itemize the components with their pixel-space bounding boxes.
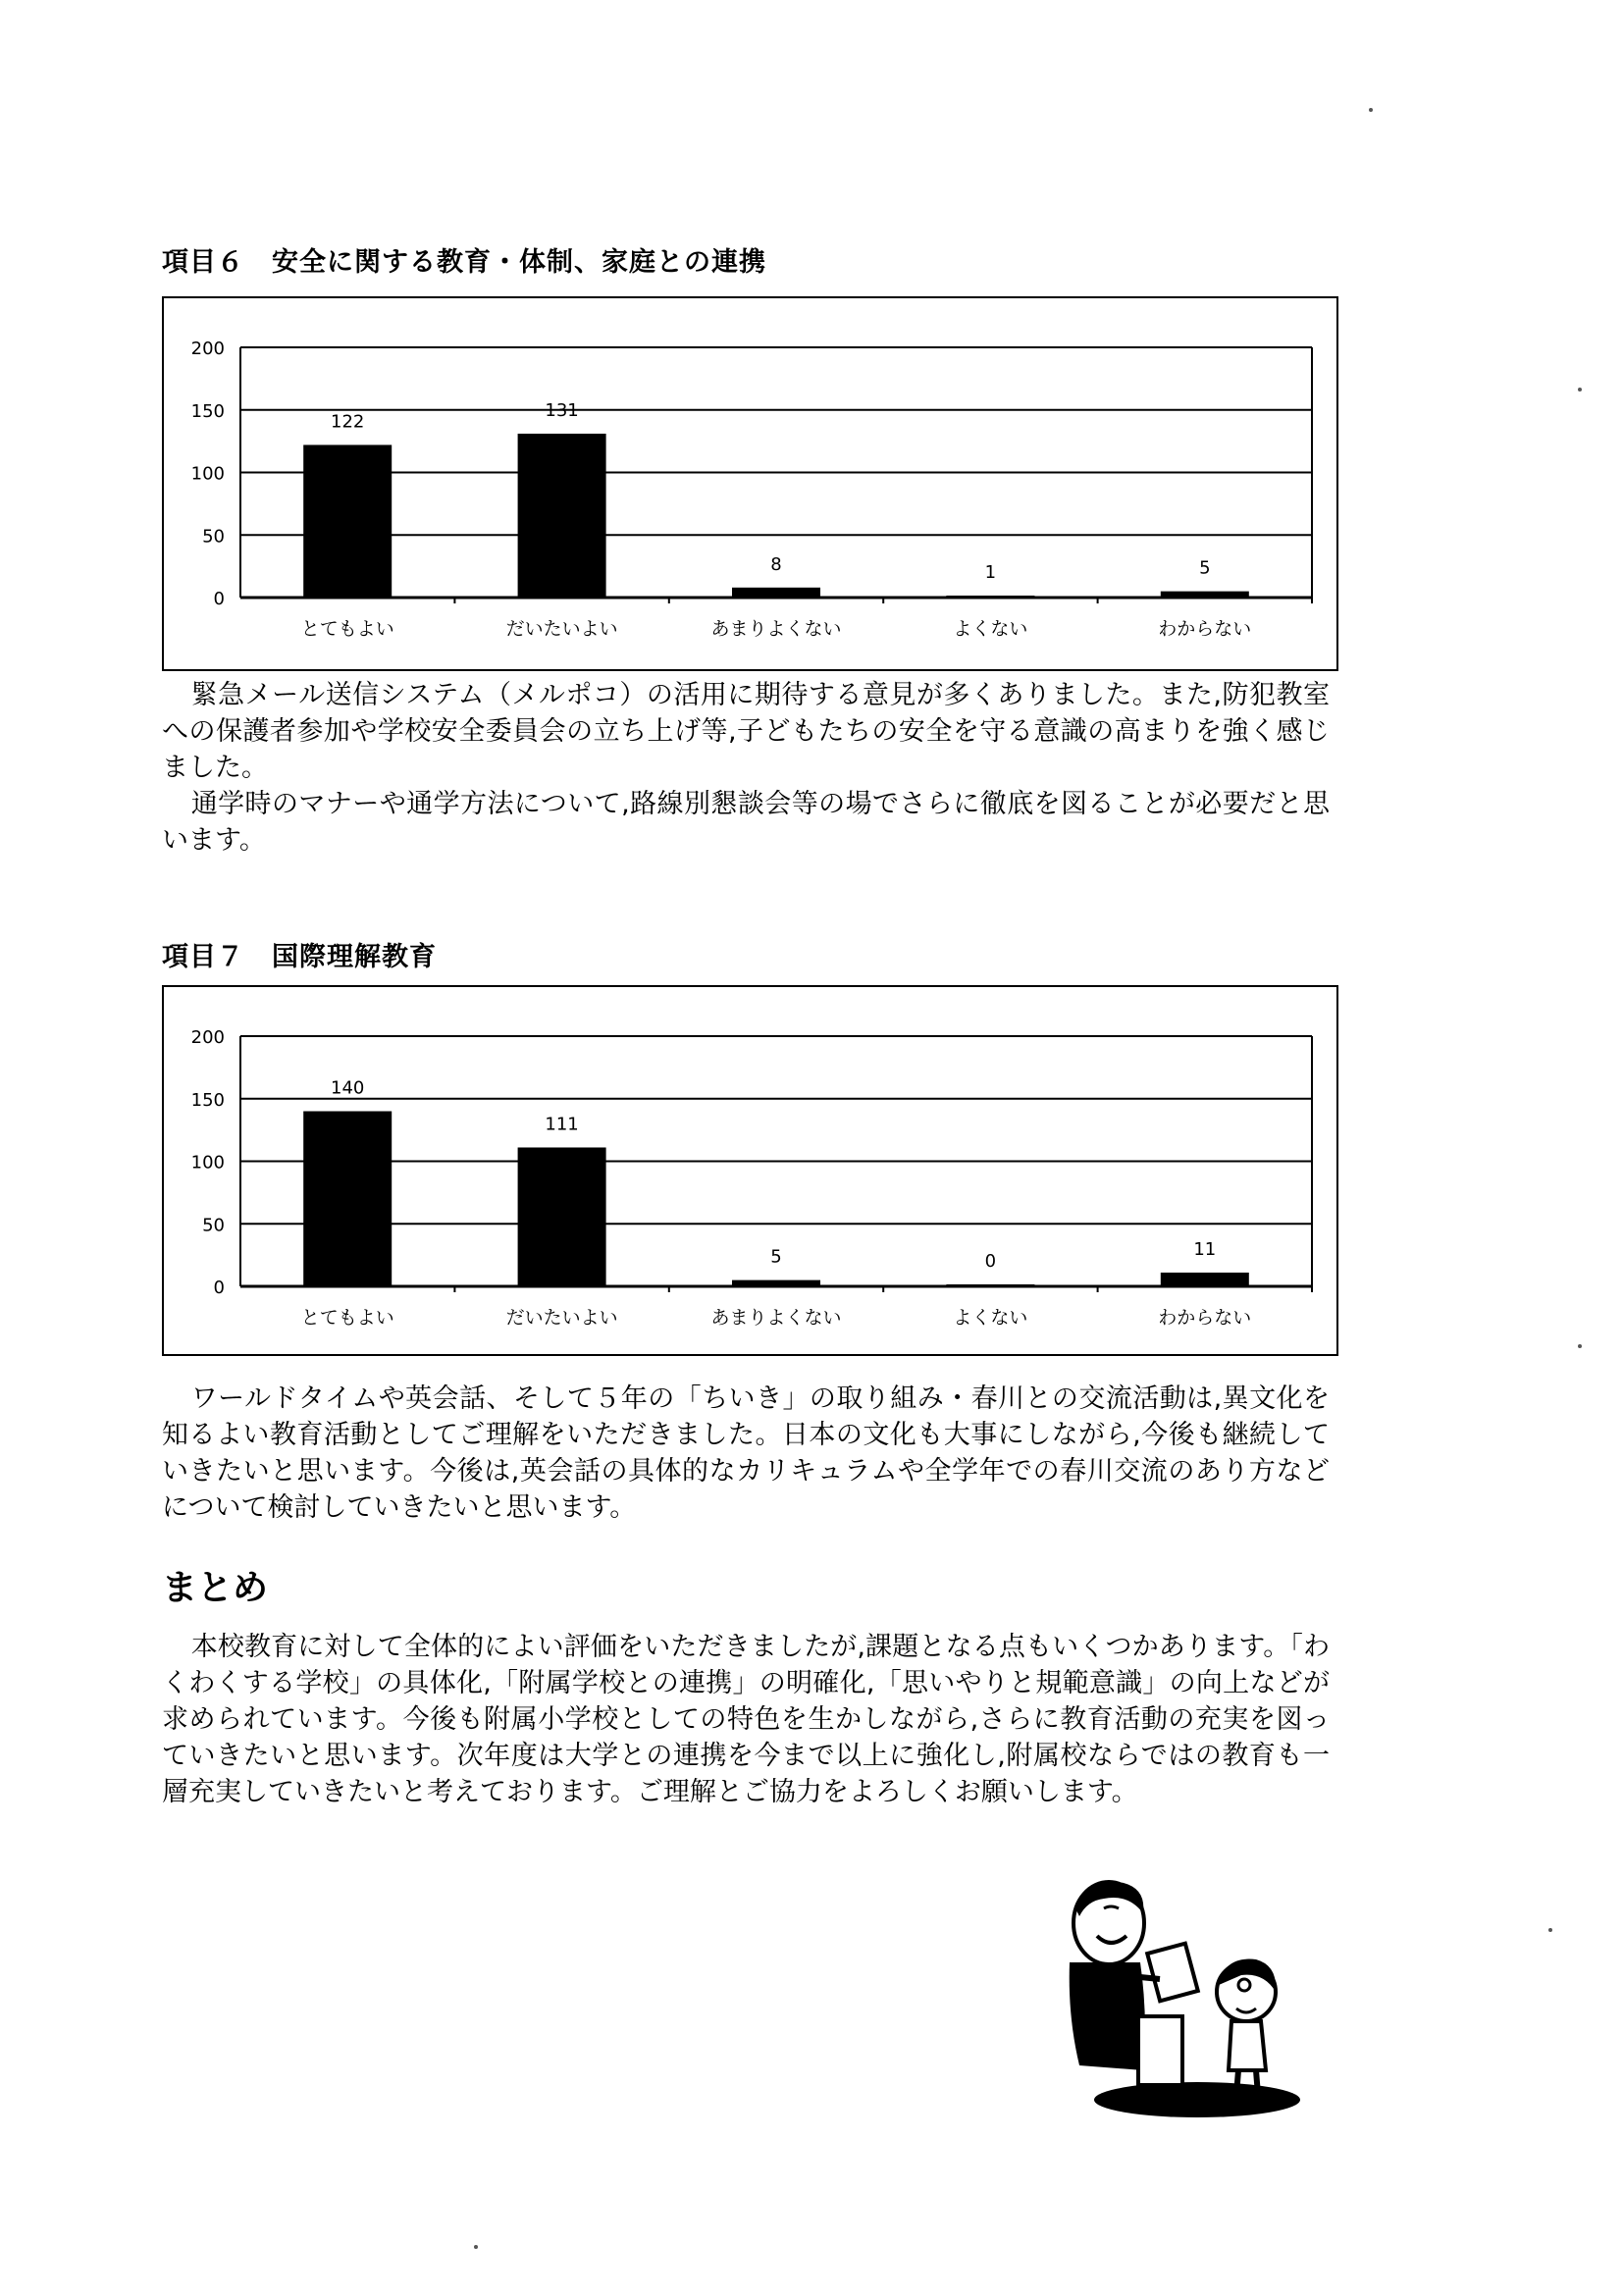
bar <box>518 434 606 598</box>
data-label: 8 <box>770 553 782 575</box>
category-label: よくない <box>953 1307 1028 1329</box>
category-label: わからない <box>1158 1307 1252 1329</box>
y-tick-label: 150 <box>190 400 225 422</box>
chart-international-svg <box>164 987 1336 1354</box>
data-label: 5 <box>770 1246 782 1268</box>
section7-paragraph: ワールドタイムや英会話、そして５年の「ちいき」の取り組み・春川との交流活動は,異文化を知るよい教育活動としてご理解をいただきました。日本の文化も大事にしながら,今後も継続していきたいと思います。今後は,英会話の具体的なカリキュラムや全学年での春川交流のあり方などについて検討していきたいと思います。 <box>162 1383 1330 1523</box>
data-label: 1 <box>984 562 997 583</box>
category-label: だいたいよい <box>505 1307 618 1329</box>
data-label: 0 <box>984 1251 997 1272</box>
category-label: よくない <box>953 618 1028 640</box>
chart-safety-svg <box>164 298 1336 669</box>
summary-paragraph: 本校教育に対して全体的によい評価をいただきましたが,課題となる点もいくつかあります。「わくわくする学校」の具体化,「附属学校との連携」の明確化,「思いやりと規範意識」の向上などが求められています。今後も附属小学校としての特色を生かしながら,さらに教育活動の充実を図っていきたいと思います。次年度は大学との連携を今まで以上に強化し,附属校ならではの教育も一層充実していきたいと考えております。ご理解とご協力をよろしくお願いします。 <box>162 1632 1330 1807</box>
data-label: 11 <box>1193 1238 1217 1260</box>
y-tick-label: 100 <box>190 463 225 485</box>
category-label: あまりよくない <box>710 1307 842 1329</box>
y-tick-label: 50 <box>202 526 225 548</box>
data-label: 140 <box>331 1077 365 1099</box>
scan-speck <box>1578 1344 1582 1348</box>
data-label: 122 <box>331 411 365 433</box>
bar <box>1161 1273 1249 1286</box>
chart-international <box>162 985 1338 1356</box>
category-label: とてもよい <box>300 1307 394 1329</box>
y-tick-label: 0 <box>213 589 225 609</box>
category-label: とてもよい <box>300 618 394 640</box>
y-tick-label: 100 <box>190 1152 225 1174</box>
section6-paragraph-2: 通学時のマナーや通学方法について,路線別懇談会等の場でさらに徹底を図ることが必要だと思います。 <box>162 789 1330 856</box>
category-label: あまりよくない <box>710 618 842 640</box>
scan-speck <box>1578 388 1582 391</box>
data-label: 5 <box>1199 557 1211 579</box>
y-tick-label: 50 <box>202 1215 225 1236</box>
category-label: だいたいよい <box>505 618 618 640</box>
teacher-and-child-illustration <box>1050 1869 1315 2124</box>
data-label: 111 <box>545 1114 579 1135</box>
section6-heading: 項目６ 安全に関する教育・体制、家庭との連携 <box>162 247 766 278</box>
section7-heading: 項目７ 国際理解教育 <box>162 942 437 972</box>
data-label: 131 <box>545 399 579 421</box>
bar <box>303 1112 392 1287</box>
y-tick-label: 0 <box>213 1278 225 1298</box>
summary-title: まとめ <box>162 1568 269 1608</box>
bar <box>732 588 820 598</box>
scan-speck <box>474 2245 478 2249</box>
category-label: わからない <box>1158 618 1252 640</box>
y-tick-label: 150 <box>190 1089 225 1111</box>
y-tick-label: 200 <box>190 339 225 359</box>
bar <box>303 444 392 598</box>
scan-speck <box>1369 108 1373 112</box>
bar <box>518 1147 606 1286</box>
chart-safety <box>162 296 1338 671</box>
scan-speck <box>1548 1928 1552 1932</box>
section6-paragraph-1: 緊急メール送信システム（メルポコ）の活用に期待する意見が多くありました。また,防犯教室への保護者参加や学校安全委員会の立ち上げ等,子どもたちの安全を守る意識の高まりを強く感じました。 <box>162 680 1330 783</box>
y-tick-label: 200 <box>190 1027 225 1048</box>
